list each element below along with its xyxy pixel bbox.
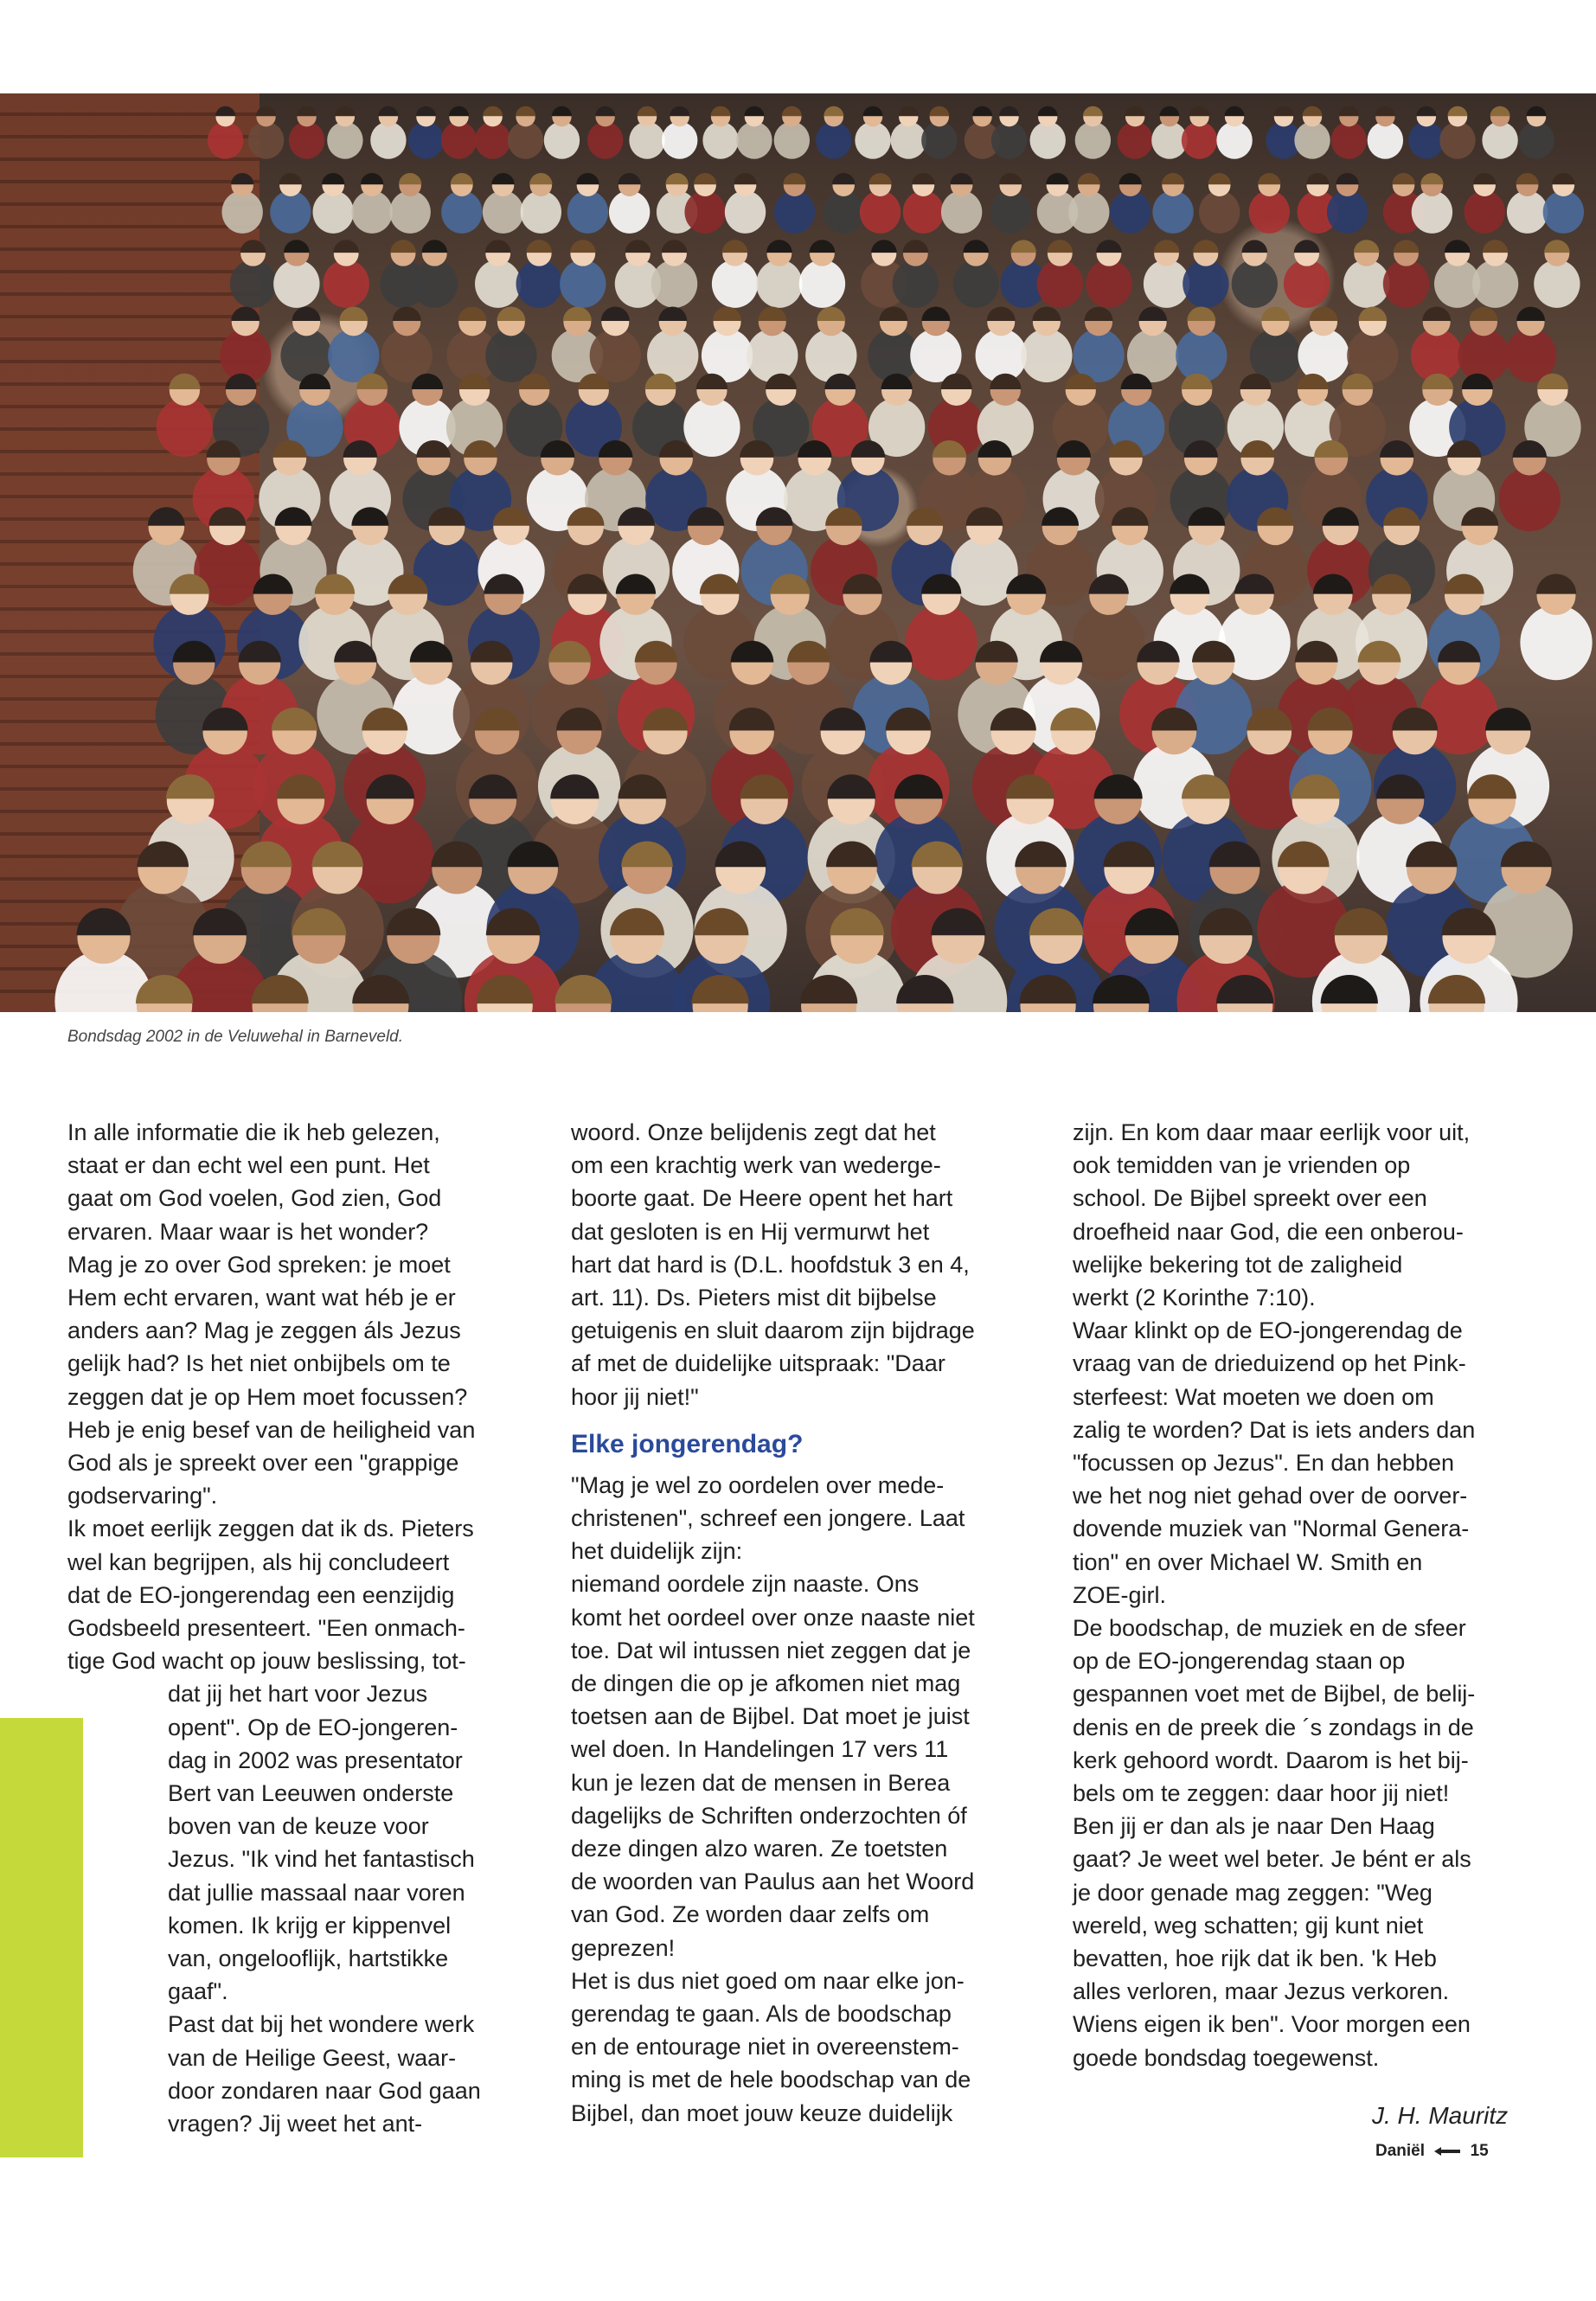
crowd-illustration: [0, 93, 1596, 1012]
text-line: wereld, weg schatten; gij kunt niet: [1073, 1912, 1424, 1939]
text-line: school. De Bijbel spreekt over een: [1073, 1185, 1427, 1212]
text-line: tige God wacht op jouw beslissing, tot-: [67, 1648, 466, 1675]
text-line: goede bondsdag toegewenst.: [1073, 2044, 1380, 2071]
text-line: komt het oordeel over onze naaste niet: [571, 1604, 975, 1631]
text-line: gaat? Je weet wel beter. Je bént er als: [1073, 1846, 1471, 1873]
text-line: Past dat bij het wondere werk: [168, 2011, 475, 2038]
text-line: zijn. En kom daar maar eerlijk voor uit,: [1073, 1119, 1471, 1145]
text-line: ming is met de hele boodschap van de: [571, 2067, 971, 2093]
text-line: door zondaren naar God gaan: [168, 2077, 481, 2104]
text-line: godservaring".: [67, 1483, 218, 1509]
column-2: [571, 1116, 1021, 2130]
text-line: hart dat hard is (D.L. hoofdstuk 3 en 4,: [571, 1251, 970, 1278]
text-line: Wiens eigen ik ben". Voor morgen een: [1073, 2011, 1471, 2038]
text-line: kun je lezen dat de mensen in Berea: [571, 1769, 951, 1796]
page-number: 15: [1470, 2142, 1489, 2160]
column-1-text: [67, 1116, 517, 1677]
text-line: werkt (2 Korinthe 7:10).: [1073, 1285, 1316, 1311]
text-line: boven van de keuze voor: [168, 1813, 429, 1840]
text-line: vragen? Jij weet het ant-: [168, 2111, 423, 2138]
text-line: vraag van de drieduizend op het Pink-: [1073, 1350, 1466, 1377]
text-line: woord. Onze belijdenis zegt dat het: [571, 1119, 936, 1145]
text-line: In alle informatie die ik heb gelezen,: [67, 1119, 440, 1145]
text-line: en de entourage niet in overeenstem-: [571, 2034, 959, 2061]
text-line: Ben jij er dan als je naar Den Haag: [1073, 1813, 1435, 1840]
text-line: droefheid naar God, die een onberou-: [1073, 1218, 1464, 1245]
text-line: sterfeest: Wat moeten we doen om: [1073, 1383, 1434, 1410]
text-line: we het nog niet gehad over de oorver-: [1073, 1483, 1468, 1509]
text-line: Heb je enig besef van de heiligheid van: [67, 1416, 476, 1443]
text-line: boorte gaat. De Heere opent het hart: [571, 1185, 953, 1212]
column-3-text: [1073, 1116, 1527, 2074]
text-line: alles verloren, maar Jezus verkoren.: [1073, 1978, 1450, 2005]
section-heading: Elke jongerendag?: [571, 1429, 804, 1458]
text-line: anders aan? Mag je zeggen áls Jezus: [67, 1317, 461, 1344]
text-line: Bert van Leeuwen onderste: [168, 1780, 454, 1807]
text-line: van God. Ze worden daar zelfs om: [571, 1901, 930, 1928]
text-line: niemand oordele zijn naaste. Ons: [571, 1571, 920, 1598]
text-line: gelijk had? Is het niet onbijbels om te: [67, 1350, 451, 1377]
text-line: komen. Ik krijg er kippenvel: [168, 1912, 452, 1939]
text-line: Bijbel, dan moet jouw keuze duidelijk: [571, 2099, 953, 2126]
text-line: zeggen dat je op Hem moet focussen?: [67, 1383, 468, 1410]
text-line: getuigenis en sluit daarom zijn bijdrage: [571, 1317, 975, 1344]
text-line: dag in 2002 was presentator: [168, 1747, 463, 1773]
text-line: de dingen die op je afkomen niet mag: [571, 1670, 961, 1697]
text-line: dat jullie massaal naar voren: [168, 1879, 465, 1906]
text-line: toe. Dat wil intussen niet zeggen dat je: [571, 1637, 971, 1663]
text-line: deze dingen alzo waren. Ze toetsten: [571, 1836, 948, 1862]
text-line: "focussen op Jezus". En dan hebben: [1073, 1450, 1454, 1477]
magazine-name: Daniël: [1375, 2142, 1426, 2160]
column-2-text-b: [571, 1469, 1021, 2130]
column-3: [1073, 1116, 1527, 2074]
column-1: [67, 1116, 517, 2140]
text-line: gespannen voet met de Bijbel, de belij-: [1073, 1681, 1476, 1708]
text-line: gerendag te gaan. Als de boodschap: [571, 2001, 952, 2028]
text-line: toetsen aan de Bijbel. Dat moet je juist: [571, 1703, 970, 1730]
text-line: denis en de preek die ´s zondags in de: [1073, 1714, 1474, 1740]
column-1-indented-text: [67, 1677, 517, 2140]
text-line: dagelijks de Schriften onderzochten óf: [571, 1802, 967, 1829]
text-line: van de Heilige Geest, waar-: [168, 2044, 457, 2071]
text-line: je door genade mag zeggen: "Weg: [1073, 1879, 1433, 1906]
text-line: gaaf".: [168, 1978, 228, 2005]
text-line: art. 11). Ds. Pieters mist dit bijbelse: [571, 1285, 937, 1311]
text-line: christenen", schreef een jongere. Laat: [571, 1505, 965, 1532]
text-line: geprezen!: [571, 1934, 676, 1961]
text-line: staat er dan echt wel een punt. Het: [67, 1152, 430, 1179]
text-line: bels om te zeggen: daar hoor jij niet!: [1073, 1780, 1450, 1807]
text-line: Ik moet eerlijk zeggen dat ik ds. Pieters: [67, 1516, 474, 1542]
text-line: tion" en over Michael W. Smith en: [1073, 1548, 1423, 1575]
text-line: dovende muziek van "Normal Genera-: [1073, 1516, 1470, 1542]
crowd-photo: [0, 93, 1596, 1012]
text-line: op de EO-jongerendag staan op: [1073, 1648, 1406, 1675]
text-line: Hem echt ervaren, want wat héb je er: [67, 1285, 456, 1311]
text-line: zalig te worden? Dat is iets anders dan: [1073, 1416, 1476, 1443]
text-line: hoor jij niet!": [571, 1383, 699, 1410]
page-footer: [1375, 2142, 1489, 2161]
text-line: kerk gehoord wordt. Daarom is het bij-: [1073, 1747, 1469, 1773]
text-line: "Mag je wel zo oordelen over mede-: [571, 1471, 945, 1498]
text-line: het duidelijk zijn:: [571, 1538, 743, 1565]
text-line: Jezus. "Ik vind het fantastisch: [168, 1846, 475, 1873]
text-line: wel doen. In Handelingen 17 vers 11: [571, 1736, 949, 1763]
text-line: dat jij het hart voor Jezus: [168, 1681, 428, 1708]
text-line: ervaren. Maar waar is het wonder?: [67, 1218, 429, 1245]
author-signature: J. H. Mauritz: [1372, 2102, 1509, 2129]
text-line: opent". Op de EO-jongeren-: [168, 1714, 458, 1740]
text-line: af met de duidelijke uitspraak: "Daar: [571, 1350, 945, 1377]
text-line: ook temidden van je vrienden op: [1073, 1152, 1411, 1179]
photo-caption: Bondsdag 2002 in de Veluwehal in Barneveld.: [67, 1028, 404, 1046]
text-line: God als je spreekt over een "grappige: [67, 1450, 459, 1477]
text-line: Het is dus niet goed om naar elke jon-: [571, 1967, 965, 1994]
text-line: om een krachtig werk van wederge-: [571, 1152, 941, 1179]
text-line: de woorden van Paulus aan het Woord: [571, 1868, 975, 1895]
text-line: gaat om God voelen, God zien, God: [67, 1185, 442, 1212]
text-line: Godsbeeld presenteert. "Een onmach-: [67, 1615, 465, 1642]
text-line: ZOE-girl.: [1073, 1581, 1166, 1608]
column-2-text-a: [571, 1116, 1021, 1413]
text-line: dat gesloten is en Hij vermurwt het: [571, 1218, 930, 1245]
text-line: bevatten, hoe rijk dat ik ben. 'k Heb: [1073, 1945, 1437, 1972]
text-line: Waar klinkt op de EO-jongerendag de: [1073, 1317, 1463, 1344]
text-line: dat de EO-jongerendag een eenzijdig: [67, 1581, 455, 1608]
text-line: van, ongelooflijk, hartstikke: [168, 1945, 449, 1972]
text-line: wel kan begrijpen, als hij concludeert: [67, 1548, 450, 1575]
text-line: Mag je zo over God spreken: je moet: [67, 1251, 451, 1278]
text-line: welijke bekering tot de zaligheid: [1073, 1251, 1403, 1278]
text-line: De boodschap, de muziek en de sfeer: [1073, 1615, 1466, 1642]
arrow-left-icon: [1434, 2147, 1460, 2156]
